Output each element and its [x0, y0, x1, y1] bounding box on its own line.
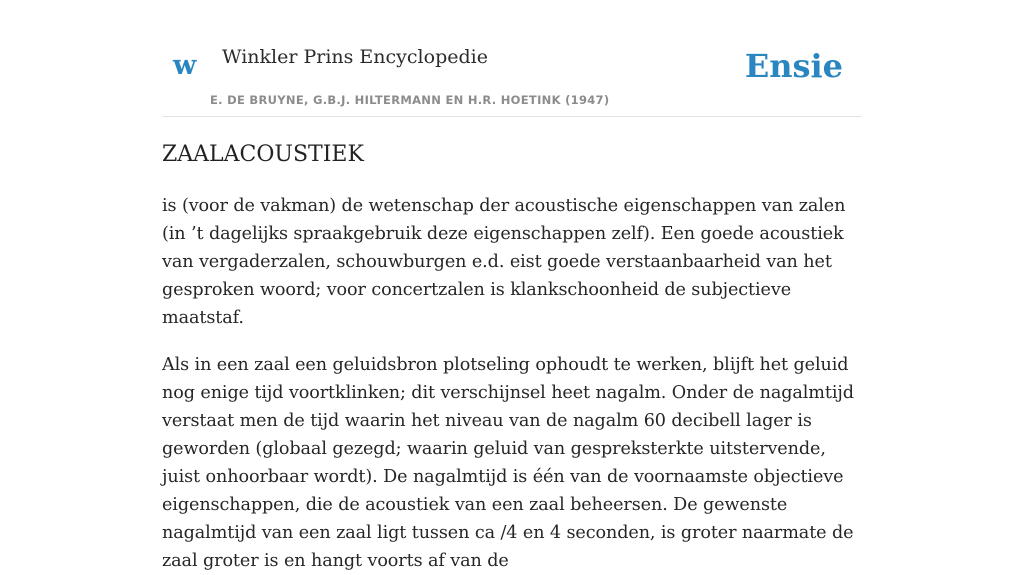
article: [162, 138, 862, 575]
article-paragraph: is (voor de vakman) de wetenschap der acoustische eigenschappen van zalen (in ’t dagelijks spraakgebruik deze eigenschappen zelf). Een goede acoustiek van vergaderzalen, schouwburgen e.d. eist goede verstaanbaarheid van het gesproken woord; voor concertzalen is klankschoonheid de subjectieve maatstaf.: [162, 196, 846, 328]
winkler-prins-logo-icon[interactable]: w: [173, 50, 197, 81]
ensie-brand-logo[interactable]: Ensie: [744, 47, 843, 85]
publication-title[interactable]: Winkler Prins Encyclopedie: [222, 46, 488, 68]
site-header: [162, 0, 862, 117]
article-paragraph: Als in een zaal een geluidsbron plotseling ophoudt te werken, blijft het geluid nog enige tijd voortklinken; dit verschijnsel heet nagalm. Onder de nagalmtijd verstaat men de tijd waarin het niveau van de nagalm 60 decibell lager is geworden (globaal gezegd; waarin geluid van gespreksterkte uitstervende, juist onhoorbaar wordt). De nagalmtijd is één van de voornaamste objectieve eigenschappen, die de acoustiek van een zaal beheersen. De gewenste nagalmtijd van een zaal ligt tussen ca /4 en 4 seconden, is groter naarmate de zaal groter is en hangt voorts af van de: [162, 355, 854, 571]
article-headword: ZAALACOUSTIEK: [162, 142, 364, 167]
publication-authors: E. DE BRUYNE, G.B.J. HILTERMANN EN H.R. HOETINK (1947): [210, 93, 610, 107]
